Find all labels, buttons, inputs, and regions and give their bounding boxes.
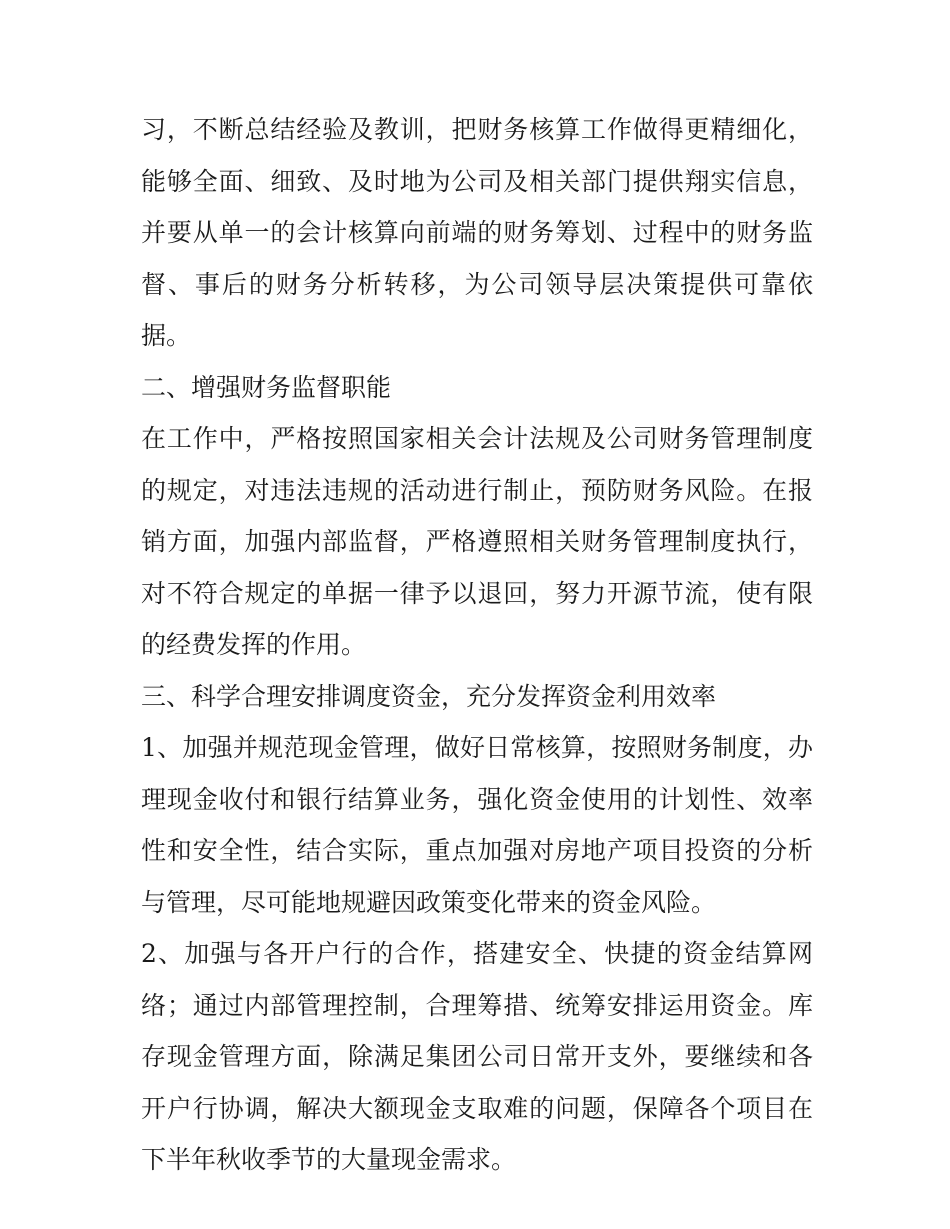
paragraph-bank-cooperation: 2、加强与各开户行的合作，搭建安全、快捷的资金结算网络；通过内部管理控制，合理筹措、统筹安排运用资金。库存现金管理方面，除满足集团公司日常开支外，要继续和各开户行协调，解决大额现金支取难的问题，保障各个项目在下半年秋收季节的大量现金需求。	[141, 939, 813, 1174]
section-heading-supervision: 二、增强财务监督职能	[141, 372, 392, 402]
section-heading-fund-scheduling: 三、科学合理安排调度资金，充分发挥资金利用效率	[141, 681, 717, 711]
paragraph-cash-management: 1、加强并规范现金管理，做好日常核算，按照财务制度，办理现金收付和银行结算业务，强化资金使用的计划性、效率性和安全性，结合实际，重点加强对房地产项目投资的分析与管理，尽可能地规避因政策变化带来的资金风险。	[141, 733, 813, 917]
document-body	[141, 104, 813, 1186]
paragraph-supervision: 在工作中，严格按照国家相关会计法规及公司财务管理制度的规定，对违法违规的活动进行制止，预防财务风险。在报销方面，加强内部监督，严格遵照相关财务管理制度执行，对不符合规定的单据一律予以退回，努力开源节流，使有限的经费发挥的作用。	[141, 424, 813, 659]
paragraph-finance-accounting: 习，不断总结经验及教训，把财务核算工作做得更精细化，能够全面、细致、及时地为公司及相关部门提供翔实信息，并要从单一的会计核算向前端的财务筹划、过程中的财务监督、事后的财务分析转移，为公司领导层决策提供可靠依据。	[141, 115, 813, 350]
